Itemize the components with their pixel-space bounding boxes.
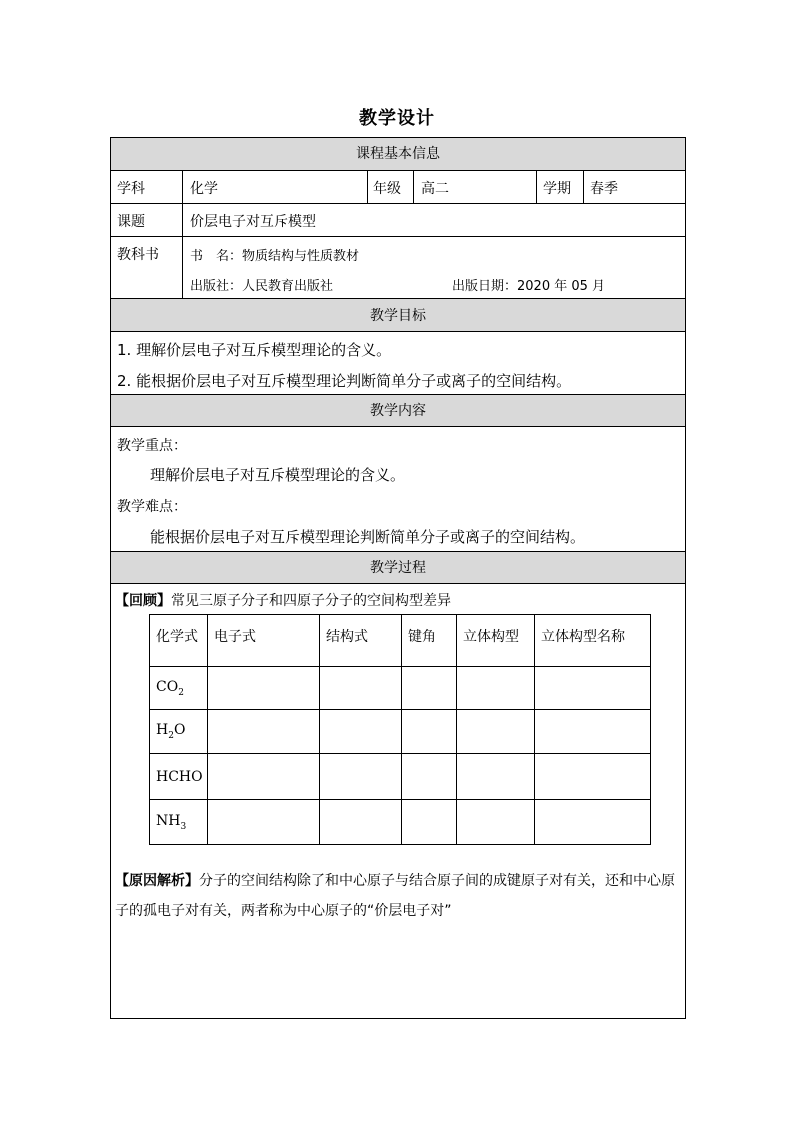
table-header: 结构式 bbox=[320, 615, 402, 667]
grade-label: 年级 bbox=[373, 181, 401, 197]
table-cell bbox=[535, 710, 651, 754]
divider bbox=[583, 171, 584, 203]
goal-1: 1. 理解价层电子对互斥模型理论的含义。 bbox=[117, 341, 392, 359]
table-cell bbox=[320, 800, 402, 845]
section-header-goals: 教学目标 bbox=[111, 298, 685, 332]
table-header: 立体构型名称 bbox=[535, 615, 651, 667]
table-cell bbox=[402, 754, 457, 800]
table-cell bbox=[457, 800, 535, 845]
divider bbox=[182, 171, 183, 298]
table-header: 电子式 bbox=[208, 615, 320, 667]
analysis-tag: 【原因解析】 bbox=[115, 873, 199, 889]
table-header: 键角 bbox=[402, 615, 457, 667]
molecule-table bbox=[149, 614, 651, 845]
table-header: 立体构型 bbox=[457, 615, 535, 667]
divider bbox=[536, 171, 537, 203]
book-name: 书 名：物质结构与性质教材 bbox=[190, 249, 360, 264]
textbook-label: 教科书 bbox=[117, 247, 159, 263]
key-point-label: 教学重点： bbox=[117, 438, 187, 454]
review-text: 常见三原子分子和四原子分子的空间构型差异 bbox=[171, 593, 451, 609]
table-row bbox=[150, 667, 651, 710]
formula-cell: HCHO bbox=[150, 754, 208, 800]
table-cell bbox=[535, 800, 651, 845]
table-cell bbox=[320, 667, 402, 710]
table-row bbox=[150, 800, 651, 845]
subject-value: 化学 bbox=[190, 181, 218, 197]
formula-cell: $CO_2$ bbox=[150, 667, 208, 710]
review-line bbox=[115, 590, 451, 610]
goal-2: 2. 能根据价层电子对互斥模型理论判断简单分子或离子的空间结构。 bbox=[117, 372, 572, 390]
table-header-row bbox=[150, 615, 651, 667]
table-cell bbox=[208, 800, 320, 845]
table-cell bbox=[457, 667, 535, 710]
publisher: 出版社：人民教育出版社 bbox=[190, 279, 334, 294]
term-label: 学期 bbox=[543, 181, 571, 197]
section-header-process: 教学过程 bbox=[111, 551, 685, 584]
key-point-text: 理解价层电子对互斥模型理论的含义。 bbox=[150, 466, 406, 484]
table-cell bbox=[208, 667, 320, 710]
section-header-basic-info: 课程基本信息 bbox=[111, 138, 685, 171]
formula-cell: $NH_3$ bbox=[150, 800, 208, 845]
topic-label: 课题 bbox=[117, 214, 145, 230]
divider bbox=[367, 171, 368, 203]
table-cell bbox=[208, 710, 320, 754]
table-cell bbox=[320, 754, 402, 800]
table-cell bbox=[402, 710, 457, 754]
table-row bbox=[150, 710, 651, 754]
table-header: 化学式 bbox=[150, 615, 208, 667]
page-title: 教学设计 bbox=[359, 108, 435, 129]
lesson-plan-table bbox=[110, 137, 686, 1019]
analysis-line-2: 子的孤电子对有关，两者称为中心原子的“价层电子对” bbox=[115, 903, 452, 919]
table-cell bbox=[402, 667, 457, 710]
divider bbox=[111, 203, 685, 204]
subject-label: 学科 bbox=[117, 181, 145, 197]
table-row bbox=[150, 754, 651, 800]
table-cell bbox=[402, 800, 457, 845]
grade-value: 高二 bbox=[421, 181, 449, 197]
table-cell bbox=[535, 667, 651, 710]
review-tag: 【回顾】 bbox=[115, 593, 171, 609]
table-cell bbox=[208, 754, 320, 800]
term-value: 春季 bbox=[590, 181, 618, 197]
divider bbox=[413, 171, 414, 203]
table-cell bbox=[457, 754, 535, 800]
table-cell bbox=[457, 710, 535, 754]
difficulty-text: 能根据价层电子对互斥模型理论判断简单分子或离子的空间结构。 bbox=[150, 528, 586, 546]
topic-value: 价层电子对互斥模型 bbox=[190, 214, 316, 230]
publish-date: 出版日期：2020 年 05 月 bbox=[452, 279, 606, 294]
difficulty-label: 教学难点： bbox=[117, 499, 187, 515]
formula-cell: $H_2O$ bbox=[150, 710, 208, 754]
divider bbox=[111, 236, 685, 237]
table-cell bbox=[320, 710, 402, 754]
table-cell bbox=[535, 754, 651, 800]
section-header-content: 教学内容 bbox=[111, 394, 685, 427]
analysis-line-1: 【原因解析】分子的空间结构除了和中心原子与结合原子间的成键原子对有关，还和中心原 bbox=[115, 873, 675, 889]
